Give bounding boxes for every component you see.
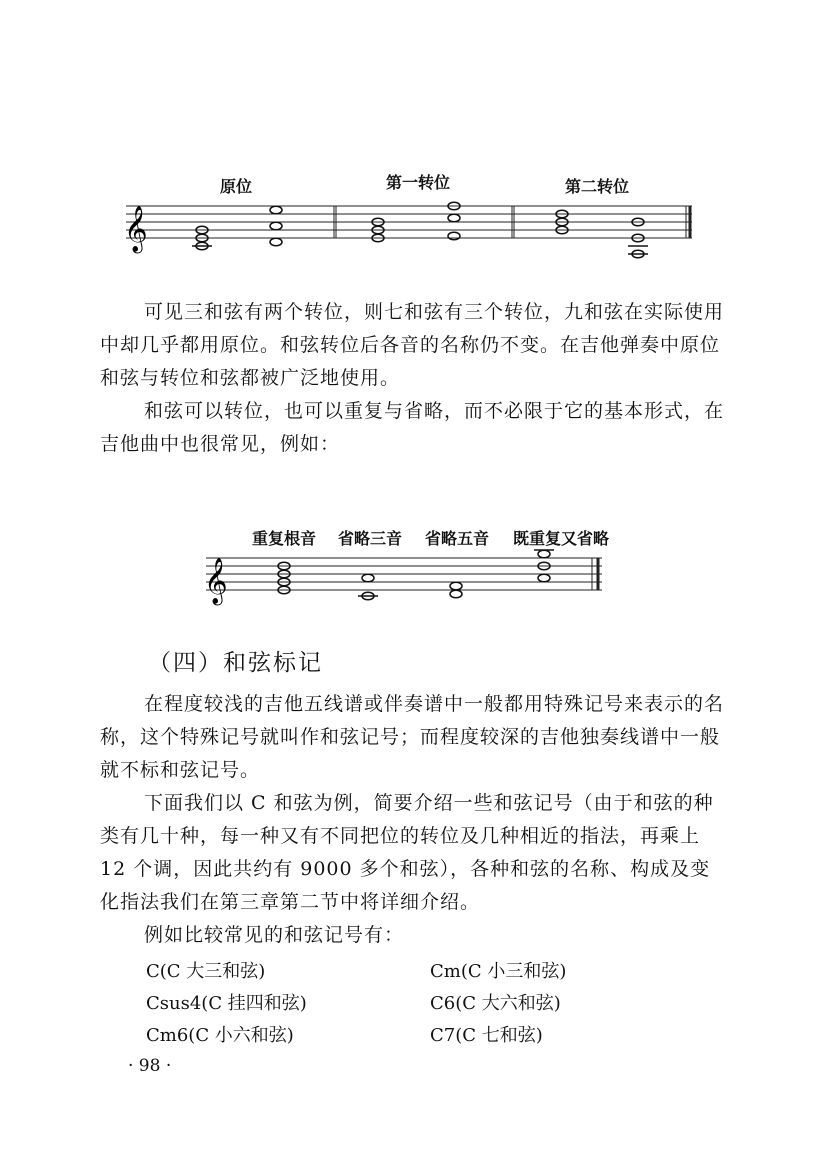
paragraph-common-symbols: 例如比较常见的和弦记号有： (144, 924, 405, 946)
chord-c6: C6(C 大六和弦) (430, 993, 561, 1014)
label-omit-fifth: 省略五音 (425, 529, 490, 548)
label-double-root: 重复根音 (252, 529, 317, 548)
chord-c: C(C 大三和弦) (146, 961, 266, 982)
paragraph-doubling: 和弦可以转位，也可以重复与省略，而不必限于它的基本形式，在吉他曲中也很常见，例如： (100, 400, 725, 455)
chord-cm6: Cm6(C 小六和弦) (146, 1025, 294, 1046)
label-second-inversion: 第二转位 (565, 177, 630, 196)
section-heading: （四）和弦标记 (148, 650, 323, 676)
treble-clef-icon: 𝄞 (204, 558, 228, 604)
chord-cm: Cm(C 小三和弦) (430, 961, 567, 982)
staff-doubling (200, 546, 610, 606)
staff-inversions (120, 196, 700, 264)
text-block-top (100, 296, 730, 461)
text-block-bottom (100, 688, 730, 952)
chord-c7: C7(C 七和弦) (430, 1025, 543, 1046)
chord-csus4: Csus4(C 挂四和弦) (146, 993, 307, 1014)
label-root-position: 原位 (220, 177, 253, 196)
label-double-and-omit: 既重复又省略 (513, 529, 610, 548)
paragraph-c-chord-example: 下面我们以 C 和弦为例，简要介绍一些和弦记号（由于和弦的种类有几十种，每一种又有不同把位的转位及几种相近的指法，再乘上 12 个调，因此共约有 9000 多个和弦），各种和弦的名称、构成及变化指法我们在第三章第二节中将详细介绍。 (100, 792, 714, 913)
paragraph-inversions: 可见三和弦有两个转位，则七和弦有三个转位，九和弦在实际使用中却几乎都用原位。和弦转位后各音的名称仍不变。在吉他弹奏中原位和弦与转位和弦都被广泛地使用。 (100, 301, 725, 389)
paragraph-chord-symbols: 在程度较浅的吉他五线谱或伴奏谱中一般都用特殊记号来表示的名称，这个特殊记号就叫作和弦记号；而程度较深的吉他独奏线谱中一般就不标和弦记号。 (100, 693, 725, 781)
label-omit-third: 省略三音 (338, 529, 403, 548)
treble-clef-icon: 𝄞 (124, 206, 148, 252)
page-number: · 98 · (128, 1056, 172, 1076)
label-first-inversion: 第一转位 (386, 173, 451, 192)
